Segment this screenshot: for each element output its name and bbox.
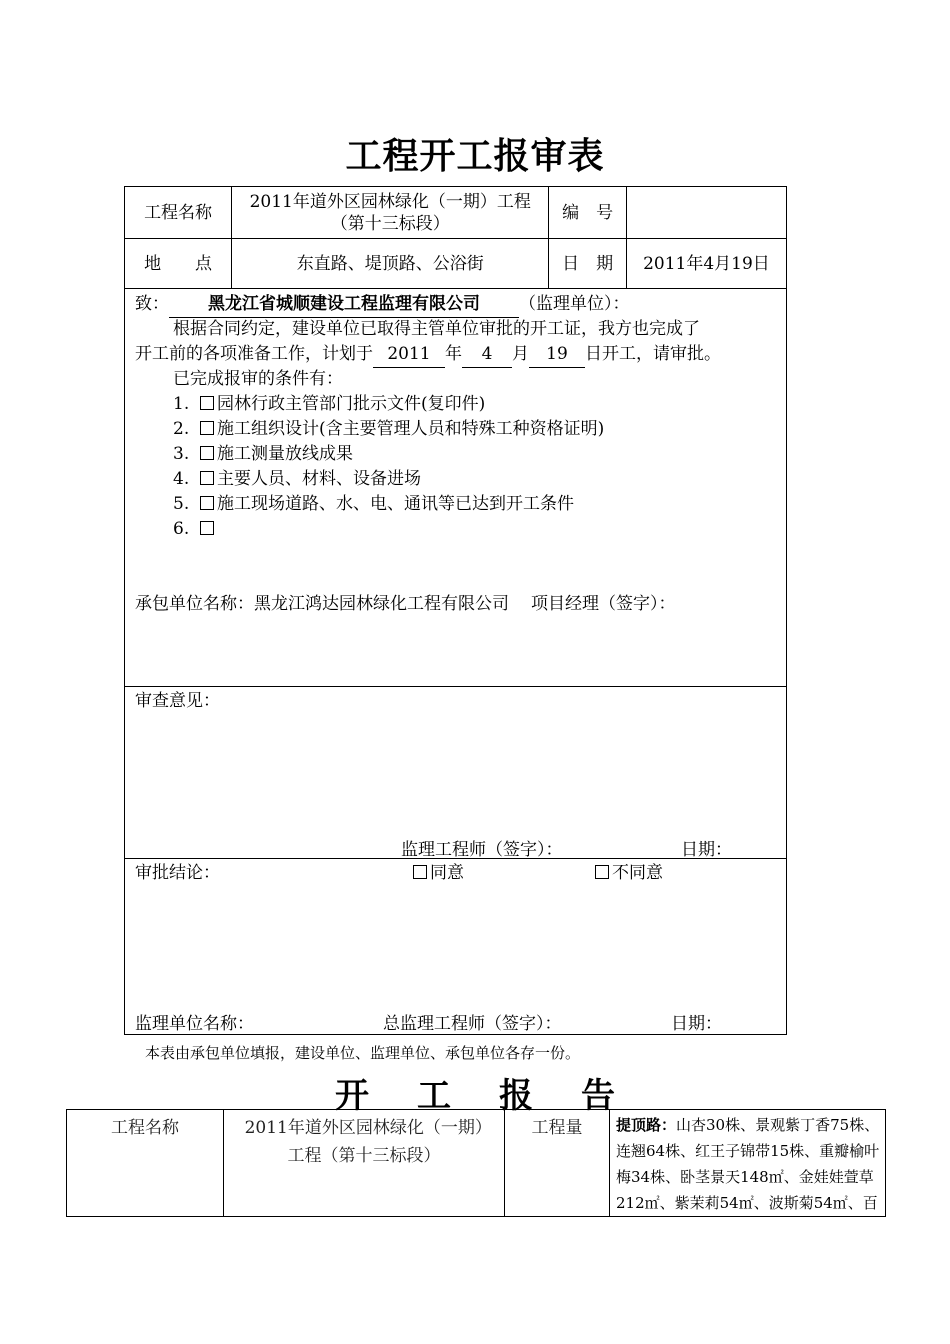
request-paragraph-line1: 根据合同约定，建设单位已取得主管单位审批的开工证，我方也完成了: [173, 319, 700, 339]
condition-text: 施工组织设计(含主要管理人员和特殊工种资格证明): [217, 419, 605, 439]
form-note: 本表由承包单位填报，建设单位、监理单位、承包单位各存一份。: [145, 1044, 581, 1062]
start-report-table: [66, 1109, 886, 1217]
approval-label: 审批结论：: [135, 863, 220, 883]
approval-section: [125, 859, 787, 1035]
disagree-label: 不同意: [612, 863, 663, 883]
condition-text: 施工测量放线成果: [217, 444, 354, 464]
condition-item: [173, 467, 778, 492]
condition-number: 4.: [173, 469, 190, 489]
review-section: [125, 687, 787, 859]
plan-month[interactable]: 4: [462, 342, 512, 368]
condition-item: [173, 442, 778, 467]
title-char: 工: [417, 1076, 451, 1116]
plan-day[interactable]: 19: [529, 342, 585, 368]
project-name-label: 工程名称: [125, 187, 232, 239]
agree-checkbox[interactable]: [413, 865, 427, 879]
review-date-label: 日期：: [681, 840, 732, 860]
year-label: 年: [445, 344, 462, 364]
condition-item: [173, 492, 778, 517]
to-label: 致：: [135, 294, 169, 314]
number-label: 编 号: [549, 187, 627, 239]
disagree-option[interactable]: [595, 861, 778, 886]
number-value[interactable]: [626, 187, 786, 239]
condition-checkbox[interactable]: [200, 521, 214, 535]
condition-item: [173, 517, 778, 542]
quantity-label: 工程量: [505, 1110, 610, 1217]
date-value[interactable]: 2011年4月19日: [626, 239, 786, 289]
location-label: 地 点: [125, 239, 232, 289]
condition-checkbox[interactable]: [200, 496, 214, 510]
condition-text: 园林行政主管部门批示文件(复印件): [217, 394, 486, 414]
condition-number: 1.: [173, 394, 190, 414]
condition-number: 6.: [173, 519, 190, 539]
title-char: 告: [581, 1076, 615, 1116]
chief-engineer-sign-label: 总监理工程师（签字）：: [383, 1014, 562, 1034]
conditions-label: 已完成报审的条件有：: [173, 369, 343, 389]
condition-item: [173, 392, 778, 417]
condition-checkbox[interactable]: [200, 396, 214, 410]
approval-date-label: 日期：: [671, 1014, 722, 1034]
quantity-heading: 提顶路：: [616, 1116, 677, 1134]
start-approval-form: [124, 186, 787, 1035]
condition-checkbox[interactable]: [200, 446, 214, 460]
date-label: 日 期: [549, 239, 627, 289]
review-label: 审查意见：: [135, 691, 220, 711]
condition-number: 3.: [173, 444, 190, 464]
condition-number: 2.: [173, 419, 190, 439]
location-value[interactable]: 东直路、堤顶路、公浴街: [232, 239, 549, 289]
plan-year[interactable]: 2011: [373, 342, 445, 368]
plan-suffix: 日开工，请审批。: [585, 344, 721, 364]
condition-number: 5.: [173, 494, 190, 514]
agree-label: 同意: [430, 863, 464, 883]
report-project-name-value[interactable]: 2011年道外区园林绿化（一期）工程（第十三标段）: [224, 1110, 505, 1217]
condition-item: [173, 417, 778, 442]
condition-checkbox[interactable]: [200, 471, 214, 485]
title-char: 开: [335, 1076, 369, 1116]
month-label: 月: [512, 344, 529, 364]
condition-text: 主要人员、材料、设备进场: [217, 469, 422, 489]
to-suffix: （监理单位）：: [519, 294, 630, 314]
quantity-text: 山杏30株、景观紫丁香75株、连翘64株、红王子锦带15株、重瓣榆叶梅34株、卧茎景天148㎡、金娃娃萱草212㎡、紫茉莉54㎡、波斯菊54㎡、百: [616, 1116, 880, 1212]
plan-prefix: 开工前的各项准备工作，计划于: [135, 344, 373, 364]
application-body: [125, 289, 787, 687]
report-project-name-label: 工程名称: [67, 1110, 224, 1217]
request-paragraph-line2: [135, 342, 778, 368]
contractor-line: [135, 592, 778, 617]
supervisor-unit-label: 监理单位名称：: [135, 1014, 254, 1034]
engineer-sign-label: 监理工程师（签字）：: [401, 840, 563, 860]
project-manager-sign-label: 项目经理（签字）：: [531, 594, 676, 614]
project-name-value[interactable]: 2011年道外区园林绿化（一期）工程（第十三标段）: [232, 187, 549, 239]
quantity-value[interactable]: [610, 1110, 886, 1217]
contractor-name: 承包单位名称：黑龙江鸿达园林绿化工程有限公司: [135, 594, 509, 614]
title-char: 报: [499, 1076, 533, 1116]
condition-checkbox[interactable]: [200, 421, 214, 435]
condition-text: 施工现场道路、水、电、通讯等已达到开工条件: [217, 494, 575, 514]
disagree-checkbox[interactable]: [595, 865, 609, 879]
form-title: 工程开工报审表: [345, 136, 605, 177]
supervision-unit-name[interactable]: 黑龙江省城顺建设工程监理有限公司: [169, 292, 519, 318]
addressee-line: [135, 292, 778, 318]
